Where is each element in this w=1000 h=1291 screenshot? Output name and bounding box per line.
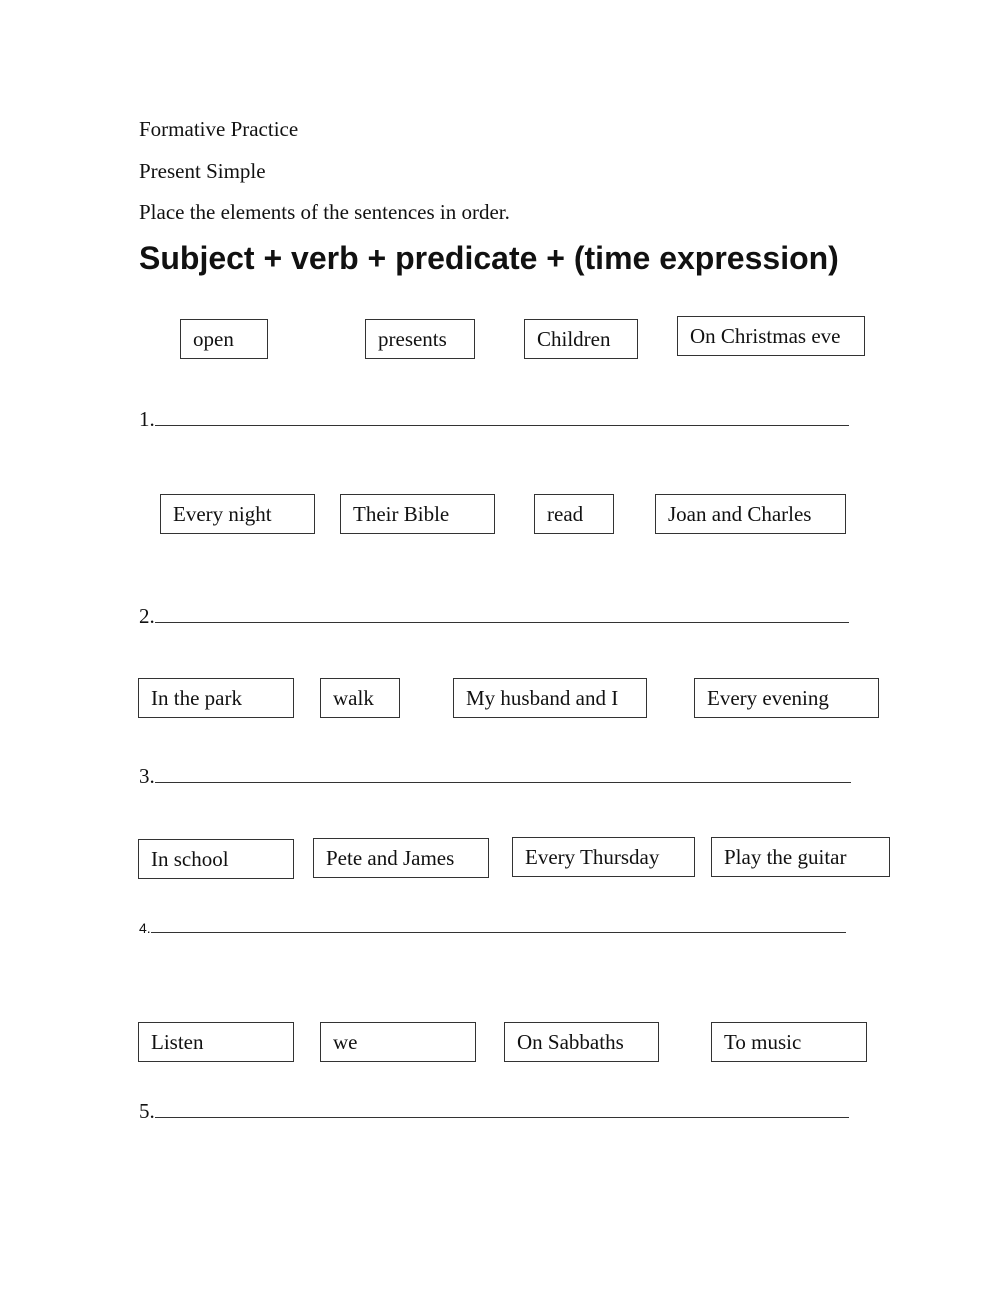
answer-number: 5. bbox=[139, 1099, 155, 1123]
worksheet-subtitle: Present Simple bbox=[139, 159, 266, 183]
instruction-text: Place the elements of the sentences in order. bbox=[139, 200, 510, 224]
word-box[interactable]: Their Bible bbox=[340, 494, 495, 534]
word-box[interactable]: walk bbox=[320, 678, 400, 718]
word-box[interactable]: we bbox=[320, 1022, 476, 1062]
word-box[interactable]: In the park bbox=[138, 678, 294, 718]
word-box[interactable]: Pete and James bbox=[313, 838, 489, 878]
word-box[interactable]: Play the guitar bbox=[711, 837, 890, 877]
word-box[interactable]: On Sabbaths bbox=[504, 1022, 659, 1062]
word-box[interactable]: Every evening bbox=[694, 678, 879, 718]
worksheet-title: Formative Practice bbox=[139, 117, 299, 141]
sentence-formula-heading: Subject + verb + predicate + (time expression) bbox=[139, 240, 839, 276]
word-box[interactable]: To music bbox=[711, 1022, 867, 1062]
word-box[interactable]: In school bbox=[138, 839, 294, 879]
answer-blank[interactable] bbox=[155, 602, 849, 623]
word-box[interactable]: Every night bbox=[160, 494, 315, 534]
answer-blank[interactable] bbox=[155, 762, 851, 783]
word-box[interactable]: presents bbox=[365, 319, 475, 359]
answer-number: 4. bbox=[139, 920, 151, 936]
word-box[interactable]: read bbox=[534, 494, 614, 534]
answer-line-2[interactable] bbox=[139, 602, 849, 628]
answer-number: 1. bbox=[139, 407, 155, 431]
word-box[interactable]: Every Thursday bbox=[512, 837, 695, 877]
answer-number: 3. bbox=[139, 764, 155, 788]
answer-blank[interactable] bbox=[155, 405, 849, 426]
answer-number: 2. bbox=[139, 604, 155, 628]
answer-blank[interactable] bbox=[155, 1097, 849, 1118]
word-box[interactable]: My husband and I bbox=[453, 678, 647, 718]
answer-line-5[interactable] bbox=[139, 1097, 849, 1123]
word-box[interactable]: Children bbox=[524, 319, 638, 359]
word-box[interactable]: open bbox=[180, 319, 268, 359]
word-box[interactable]: On Christmas eve bbox=[677, 316, 865, 356]
answer-line-4[interactable] bbox=[139, 912, 846, 940]
answer-blank[interactable] bbox=[151, 912, 846, 933]
word-box[interactable]: Joan and Charles bbox=[655, 494, 846, 534]
answer-line-3[interactable] bbox=[139, 762, 851, 788]
word-box[interactable]: Listen bbox=[138, 1022, 294, 1062]
answer-line-1[interactable] bbox=[139, 405, 849, 431]
